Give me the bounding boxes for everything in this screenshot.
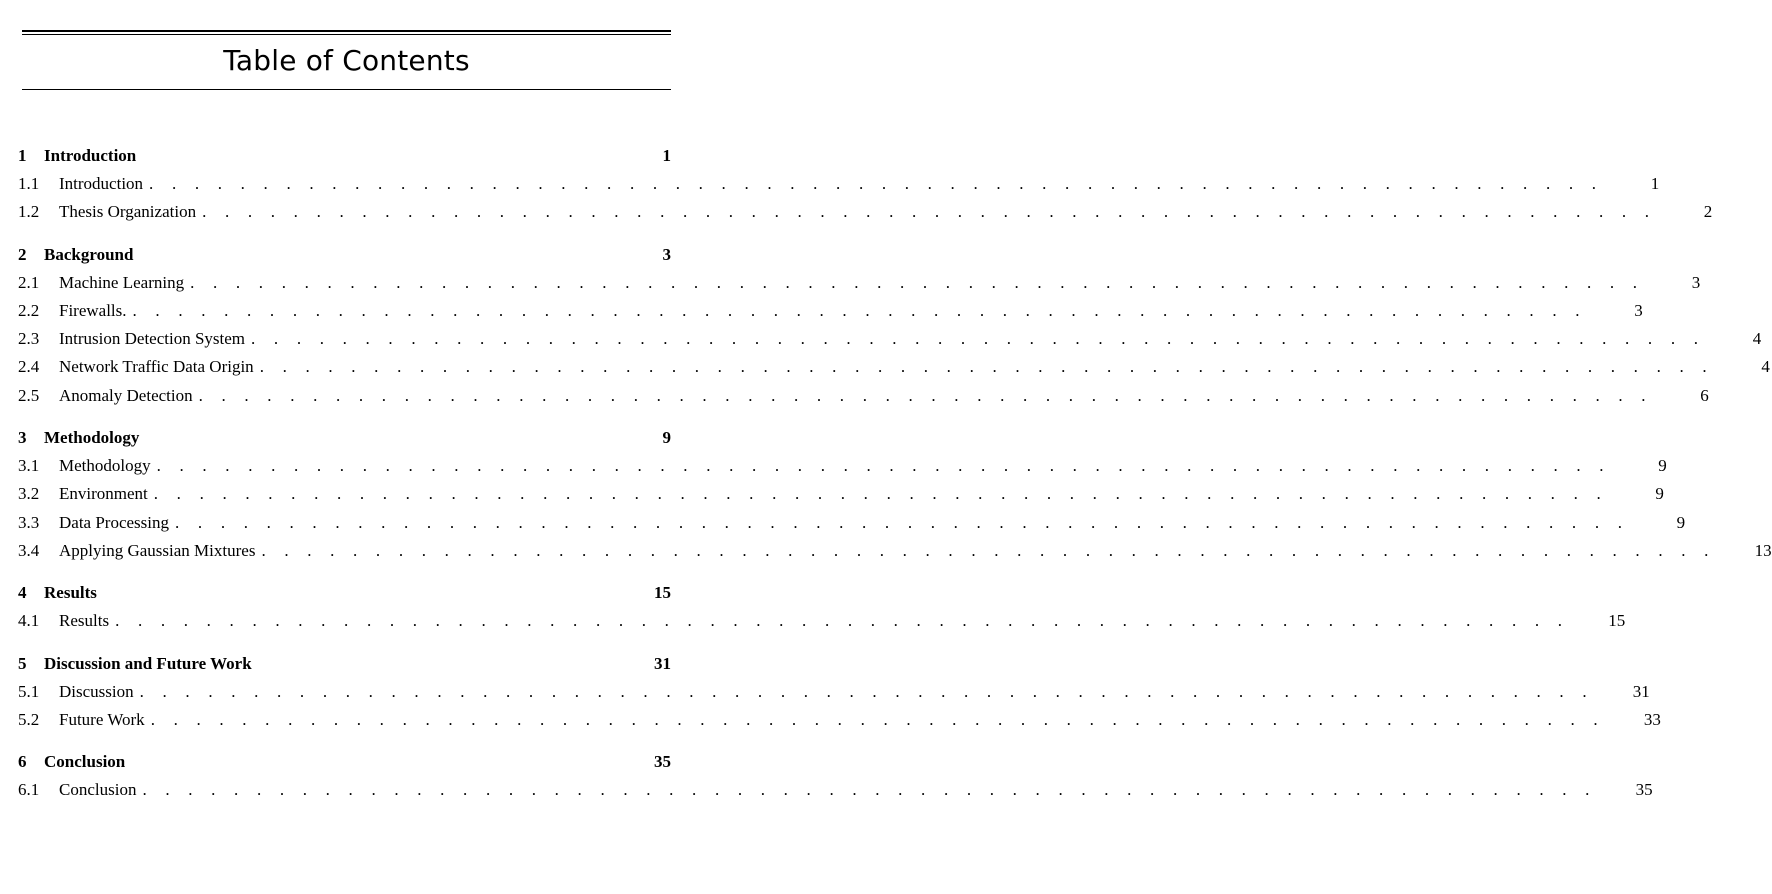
dot-leader: . . . . . . . . . . . . . . . . . . . . . . . . . . . . . . . . . . . . . . . . . . . . . . . . . . . . . . . . . . . . . . . . — [139, 681, 1594, 701]
toc-chapter — [18, 142, 1713, 227]
section-page-number: 35 — [1635, 780, 1653, 800]
toc-section-entry[interactable] — [18, 776, 1653, 804]
chapter-page-number: 9 — [662, 428, 671, 448]
dot-leader: . . . . . . . . . . . . . . . . . . . . . . . . . . . . . . . . . . . . . . . . . . . . . . . . . . . . . . . . . . . . . . . . — [261, 540, 1716, 560]
section-page-number: 4 — [1752, 329, 1762, 349]
section-title: Anomaly Detection — [59, 385, 193, 405]
section-number: 3.4 — [18, 540, 40, 560]
dot-leader: . . . . . . . . . . . . . . . . . . . . . . . . . . . . . . . . . . . . . . . . . . . . . . . . . . . . . . . . . . . . . . . . — [115, 611, 1570, 631]
toc-header — [22, 30, 671, 90]
section-page-number: 6 — [1700, 385, 1709, 405]
chapter-page-number: 31 — [654, 653, 671, 673]
chapter-title: Methodology — [44, 428, 140, 448]
chapter-title: Discussion and Future Work — [44, 653, 252, 673]
toc-section-entry[interactable] — [18, 353, 1770, 381]
toc-section-entry[interactable] — [18, 678, 1650, 706]
dot-leader: . . . . . . . . . . . . . . . . . . . . . . . . . . . . . . . . . . . . . . . . . . . . . . . . . . . . . . . . . . . . . . . . — [142, 780, 1597, 800]
dot-leader: . . . . . . . . . . . . . . . . . . . . . . . . . . . . . . . . . . . . . . . . . . . . . . . . . . . . . . . . . . . . . . . . — [190, 272, 1645, 292]
toc-section-entry[interactable] — [18, 198, 1713, 226]
toc-section-entry[interactable] — [18, 480, 1664, 508]
section-number: 2.2 — [18, 300, 40, 320]
dot-leader: . . . . . . . . . . . . . . . . . . . . . . . . . . . . . . . . . . . . . . . . . . . . . . . . . . . . . . . . . . . . . . . . — [251, 329, 1706, 349]
chapter-number: 1 — [18, 146, 27, 165]
chapter-title: Background — [44, 244, 134, 264]
toc-chapter — [18, 748, 1653, 804]
toc-section-entry[interactable] — [18, 537, 1772, 565]
dot-leader: . . . . . . . . . . . . . . . . . . . . . . . . . . . . . . . . . . . . . . . . . . . . . . . . . . . . . . . . . . . . . . . . — [132, 300, 1587, 320]
chapter-number: 2 — [18, 244, 27, 264]
section-page-number: 9 — [1676, 512, 1686, 532]
section-number: 2.4 — [18, 357, 40, 377]
dot-leader: . . . . . . . . . . . . . . . . . . . . . . . . . . . . . . . . . . . . . . . . . . . . . . . . . . . . . . . . . . . . . . . . — [175, 512, 1630, 532]
toc-chapter — [18, 424, 1772, 565]
section-page-number: 9 — [1655, 484, 1664, 504]
section-page-number: 33 — [1643, 709, 1661, 729]
chapter-number: 6 — [18, 752, 27, 772]
section-number: 2.5 — [18, 385, 40, 405]
section-title: Conclusion — [59, 780, 137, 800]
section-page-number: 1 — [1650, 174, 1660, 193]
section-number: 4.1 — [18, 611, 40, 631]
toc-chapter — [18, 579, 1626, 635]
chapter-number: 5 — [18, 653, 27, 673]
section-title: Environment — [59, 484, 148, 504]
toc-section-entry[interactable] — [18, 170, 1660, 198]
toc-section-entry[interactable] — [18, 297, 1643, 325]
chapter-title: Introduction — [44, 146, 137, 165]
section-title: Intrusion Detection System — [59, 329, 246, 349]
section-page-number: 3 — [1634, 300, 1643, 320]
top-rule-thick — [22, 30, 671, 32]
toc-section-entry[interactable] — [18, 509, 1686, 537]
section-page-number: 13 — [1754, 540, 1772, 560]
section-page-number: 9 — [1658, 456, 1667, 476]
chapter-page-number: 35 — [654, 752, 671, 772]
section-title: Machine Learning — [59, 272, 185, 292]
toc-chapter-entry[interactable] — [18, 579, 671, 607]
chapter-title: Results — [44, 583, 97, 603]
section-title: Data Processing — [59, 512, 170, 532]
section-number: 2.1 — [18, 272, 40, 292]
section-title: Applying Gaussian Mixtures — [59, 540, 256, 560]
chapter-page-number: 3 — [662, 244, 671, 264]
section-page-number: 3 — [1691, 272, 1701, 292]
section-title: Thesis Organization — [59, 202, 197, 222]
chapter-title: Conclusion — [44, 752, 126, 772]
section-number: 5.2 — [18, 709, 40, 729]
toc-section-entry[interactable] — [18, 452, 1667, 480]
section-title: Discussion — [59, 681, 134, 701]
section-number: 6.1 — [18, 780, 40, 800]
section-number: 3.3 — [18, 512, 40, 532]
section-number: 1.2 — [18, 202, 40, 222]
dot-leader: . . . . . . . . . . . . . . . . . . . . . . . . . . . . . . . . . . . . . . . . . . . . . . . . . . . . . . . . . . . . . . . . — [198, 385, 1653, 405]
toc-section-entry[interactable] — [18, 706, 1661, 734]
toc-chapter-entry[interactable] — [18, 650, 671, 678]
toc-chapter-entry[interactable] — [18, 748, 671, 776]
section-title: Firewalls. — [59, 300, 127, 320]
toc-chapter-entry[interactable] — [18, 142, 671, 170]
dot-leader: . . . . . . . . . . . . . . . . . . . . . . . . . . . . . . . . . . . . . . . . . . . . . . . . . . . . . . . . . . . . . . . . — [156, 456, 1611, 476]
dot-leader: . . . . . . . . . . . . . . . . . . . . . . . . . . . . . . . . . . . . . . . . . . . . . . . . . . . . . . . . . . . . . . . . — [153, 484, 1608, 504]
section-title: Results — [59, 611, 110, 631]
section-title: Introduction — [59, 174, 144, 193]
table-of-contents — [18, 142, 1772, 818]
toc-section-entry[interactable] — [18, 382, 1709, 410]
section-number: 1.1 — [18, 174, 40, 193]
section-page-number: 2 — [1703, 202, 1713, 222]
title-bottom-rule — [22, 89, 671, 90]
page-title: Table of Contents — [223, 44, 470, 77]
section-number: 2.3 — [18, 329, 40, 349]
toc-section-entry[interactable] — [18, 607, 1626, 635]
dot-leader: . . . . . . . . . . . . . . . . . . . . . . . . . . . . . . . . . . . . . . . . . . . . . . . . . . . . . . . . . . . . . . . . — [259, 357, 1714, 377]
section-page-number: 4 — [1761, 357, 1770, 377]
toc-chapter-entry[interactable] — [18, 424, 671, 452]
toc-section-entry[interactable] — [18, 325, 1762, 353]
toc-chapter — [18, 650, 1661, 735]
section-page-number: 31 — [1632, 681, 1650, 701]
section-title: Methodology — [59, 456, 151, 476]
section-page-number: 15 — [1608, 611, 1626, 631]
dot-leader: . . . . . . . . . . . . . . . . . . . . . . . . . . . . . . . . . . . . . . . . . . . . . . . . . . . . . . . . . . . . . . . . — [202, 202, 1657, 222]
chapter-number: 3 — [18, 428, 27, 448]
toc-chapter — [18, 241, 1770, 410]
section-number: 3.2 — [18, 484, 40, 504]
section-title: Future Work — [59, 709, 145, 729]
chapter-page-number: 15 — [654, 583, 671, 603]
section-title: Network Traffic Data Origin — [59, 357, 254, 377]
toc-chapter-entry[interactable] — [18, 241, 671, 269]
chapter-number: 4 — [18, 583, 27, 603]
section-number: 5.1 — [18, 681, 40, 701]
dot-leader: . . . . . . . . . . . . . . . . . . . . . . . . . . . . . . . . . . . . . . . . . . . . . . . . . . . . . . . . . . . . . . . . — [150, 709, 1605, 729]
section-number: 3.1 — [18, 456, 40, 476]
dot-leader: . . . . . . . . . . . . . . . . . . . . . . . . . . . . . . . . . . . . . . . . . . . . . . . . . . . . . . . . . . . . . . . . — [149, 174, 1604, 193]
chapter-page-number: 1 — [662, 146, 671, 165]
toc-section-entry[interactable] — [18, 269, 1701, 297]
